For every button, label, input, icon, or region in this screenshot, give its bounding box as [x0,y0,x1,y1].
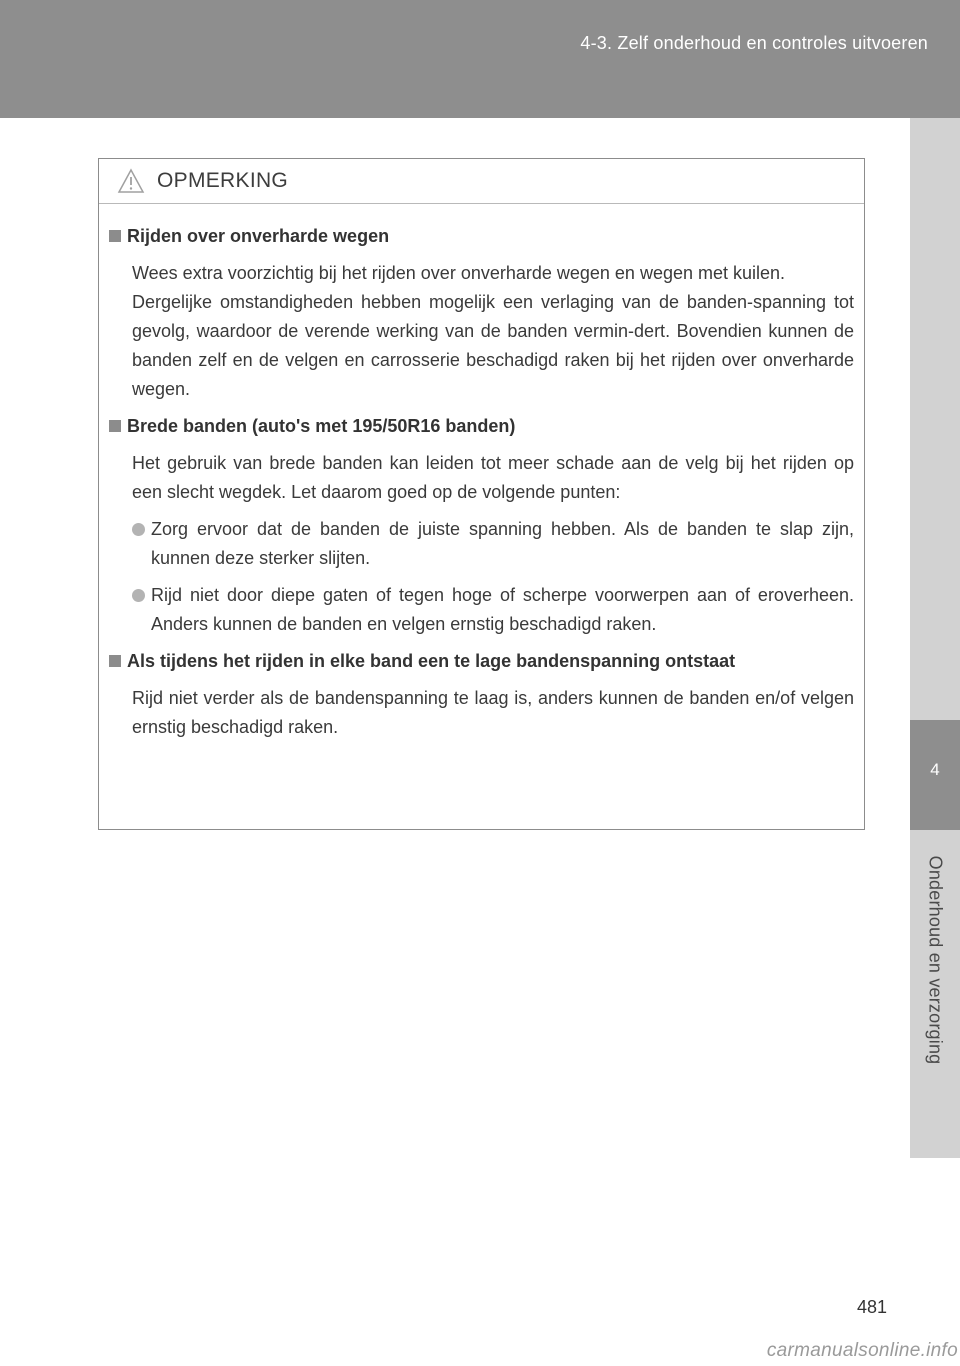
bullet-item [132,581,854,639]
square-bullet-icon [109,655,121,667]
notice-body [99,204,864,742]
section-heading-text: Rijden over onverharde wegen [127,226,390,246]
notice-box [98,158,865,830]
square-bullet-icon [109,420,121,432]
paragraph-line: Wees extra voorzichtig bij het rijden over onverharde wegen en wegen met kuilen. [132,263,786,283]
section-heading-text: Brede banden (auto's met 195/50R16 banden) [127,416,516,436]
circle-bullet-icon [132,589,145,602]
chapter-number-tab: 4 [910,720,960,830]
page-number: 481 [857,1297,888,1317]
chapter-label: Onderhoud en verzorging [925,855,946,1065]
section-heading [109,647,854,676]
section-header-title: 4-3. Zelf onderhoud en controles uitvoeren [580,33,928,53]
circle-bullet-icon [132,523,145,536]
header-band [0,0,960,118]
notice-header [99,159,864,204]
section-heading [109,222,854,251]
bullet-item [132,515,854,573]
watermark-text: carmanualsonline.info [766,1340,958,1361]
section-heading [109,412,854,441]
bullet-text: Zorg ervoor dat de banden de juiste spanning hebben. Als de banden te slap zijn, kunnen deze sterker slijten. [151,519,854,568]
notice-section [109,412,854,639]
section-paragraph: Rijd niet verder als de bandenspanning te laag is, anders kunnen de banden en/of velgen ernstig beschadigd raken. [132,688,854,737]
paragraph-line: Dergelijke omstandigheden hebben mogelijk een verlaging van de banden-spanning tot gevolg, waardoor de verende werking van de banden vermin-dert. Bovendien kunnen de banden zelf en de velgen en carrosserie beschadigd raken bij het rijden over onverharde wegen. [132,292,854,399]
bullet-text: Rijd niet door diepe gaten of tegen hoge of scherpe voorwerpen aan of eroverheen. Anders kunnen de banden en velgen ernstig beschadigd raken. [151,585,854,634]
section-heading-text: Als tijdens het rijden in elke band een te lage bandenspanning ontstaat [127,651,736,671]
section-paragraph: Het gebruik van brede banden kan leiden tot meer schade aan de velg bij het rijden op een slecht wegdek. Let daarom goed op de volgende punten: [132,453,854,502]
notice-title: OPMERKING [157,169,289,192]
warning-triangle-icon [117,168,145,194]
notice-section [109,222,854,404]
notice-section [109,647,854,742]
square-bullet-icon [109,230,121,242]
section-paragraph [132,259,854,404]
